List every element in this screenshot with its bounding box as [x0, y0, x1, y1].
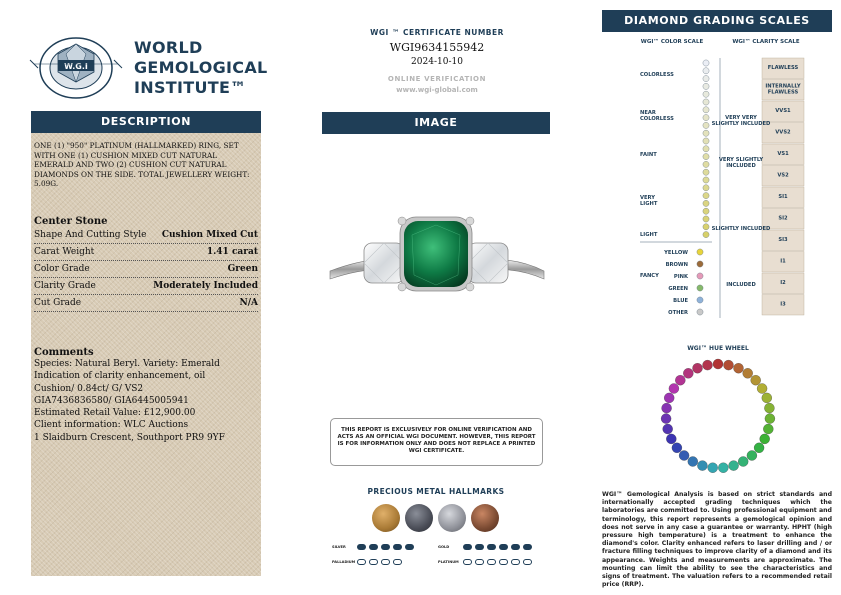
hallmark-mark-icon — [511, 559, 520, 565]
hue-wheel-dot — [765, 414, 775, 424]
stone-row-value: Green — [227, 263, 258, 274]
color-grade-stone-icon — [703, 232, 709, 238]
fancy-color-stone-icon — [697, 249, 703, 255]
hue-wheel-dot — [669, 384, 679, 394]
description-panel — [31, 111, 261, 576]
description-text: ONE (1) "950" PLATINUM (HALLMARKED) RING, SET WITH ONE (1) CUSHION MIXED CUT NATURAL EMERALD AND TWO (2) CUSHION CUT NATURAL DIAMONDS ON THE SIDE. TOTAL JEWELLERY WEIGHT: 5.09G. — [34, 141, 250, 189]
wgi-seal-icon — [28, 30, 128, 102]
hallmark-row-platinum — [438, 558, 532, 565]
fancy-label: FANCY — [640, 273, 659, 279]
hue-wheel-dot — [708, 463, 718, 473]
comments-heading: Comments — [34, 346, 94, 358]
hallmark-mark-icon — [381, 559, 390, 565]
hue-wheel-dot — [666, 434, 676, 444]
color-grade-stone-icon — [703, 193, 709, 199]
hallmark-mark-icon — [463, 559, 472, 565]
clarity-scale-label: WGI™ CLARITY SCALE — [732, 39, 800, 45]
stone-row-label: Carat Weight — [34, 246, 95, 257]
stone-row-cut — [34, 295, 258, 312]
comment-line: Estimated Retail Value: £12,900.00 — [34, 408, 196, 419]
hue-wheel-dot — [693, 363, 703, 373]
fancy-color-stone-icon — [697, 285, 703, 291]
brand-line-2: GEMOLOGICAL — [134, 58, 268, 77]
hue-wheel-dot — [683, 368, 693, 378]
stone-row-label: Shape And Cutting Style — [34, 229, 147, 240]
color-grade-stone-icon — [703, 130, 709, 136]
hallmark-mark-icon — [463, 544, 472, 550]
color-group-label: NEAR — [640, 110, 656, 116]
stone-row-label: Color Grade — [34, 263, 90, 274]
hue-wheel-label: WGI™ HUE WHEEL — [687, 345, 749, 352]
comment-line: Indication of clarity enhancement, oil — [34, 371, 206, 382]
color-grade-stone-icon — [703, 60, 709, 66]
hue-wheel-icon — [648, 340, 788, 480]
color-grade-stone-icon — [703, 115, 709, 121]
color-grade-stone-icon — [703, 169, 709, 175]
center-stone-heading: Center Stone — [34, 215, 108, 227]
stone-row-value: Cushion Mixed Cut — [161, 229, 258, 240]
clarity-grade-label: FLAWLESS — [767, 65, 799, 71]
hallmark-label: GOLD — [438, 544, 450, 549]
color-group-label: LIGHT — [640, 201, 658, 207]
color-grade-stone-icon — [703, 76, 709, 82]
hue-wheel-dot — [662, 403, 672, 413]
hallmark-mark-icon — [405, 544, 414, 550]
comment-line: GIA7436836580/ GIA6445005941 — [34, 395, 189, 406]
hallmark-mark-icon — [393, 544, 402, 550]
clarity-group-label: INCLUDED — [726, 282, 756, 288]
stone-row-value: Moderately Included — [153, 280, 258, 291]
hallmark-row-silver — [332, 543, 414, 550]
clarity-grade-label: I2 — [780, 280, 786, 286]
fancy-color-label: BROWN — [665, 262, 688, 268]
fancy-color-label: PINK — [673, 274, 688, 280]
stone-row-label: Clarity Grade — [34, 280, 96, 291]
brand-line-3: INSTITUTE™ — [134, 78, 247, 97]
hallmark-mark-icon — [523, 559, 532, 565]
color-group-label: COLORLESS — [640, 116, 674, 122]
stone-row-clarity — [34, 278, 258, 295]
grading-scales-header: DIAMOND GRADING SCALES — [602, 10, 832, 32]
hallmark-mark-icon — [381, 544, 390, 550]
hallmark-label: PLATINUM — [438, 559, 459, 564]
color-group-label: VERY — [640, 195, 656, 201]
description-header: DESCRIPTION — [31, 111, 261, 133]
hallmark-mark-icon — [369, 544, 378, 550]
image-header: IMAGE — [322, 112, 550, 134]
hue-wheel-dot — [697, 461, 707, 471]
color-grade-stone-icon — [703, 161, 709, 167]
hallmark-mark-icon — [487, 559, 496, 565]
hue-wheel-dot — [757, 384, 767, 394]
hue-wheel-dot — [729, 461, 739, 471]
certificate-date: 2024-10-10 — [411, 57, 463, 67]
certificate-number-label: WGI ™ CERTIFICATE NUMBER — [370, 28, 504, 37]
wgi-logo — [28, 30, 268, 104]
color-group-label: FAINT — [640, 152, 657, 158]
hue-wheel-dot — [724, 360, 734, 370]
fancy-color-label: YELLOW — [664, 250, 688, 256]
ring-image — [322, 175, 550, 325]
clarity-grade-label: VS2 — [777, 172, 789, 179]
color-grade-stone-icon — [703, 83, 709, 89]
hue-wheel-dot — [679, 451, 689, 461]
color-grade-stone-icon — [703, 99, 709, 105]
emerald-icon — [398, 217, 474, 291]
comment-line: Species: Natural Beryl. Variety: Emerald — [34, 358, 220, 369]
clarity-grade-label: SI2 — [778, 215, 788, 222]
hue-wheel-dot — [664, 393, 674, 403]
clarity-group-label: SLIGHTLY INCLUDED — [711, 226, 771, 232]
clarity-grade-label: SI3 — [778, 237, 788, 243]
color-group-label: COLORLESS — [640, 72, 674, 78]
hallmark-mark-icon — [499, 559, 508, 565]
comment-line: Client information: WLC Auctions — [34, 420, 189, 431]
color-grade-stone-icon — [703, 208, 709, 214]
hue-wheel-dot — [743, 368, 753, 378]
fancy-color-label: GREEN — [668, 286, 688, 292]
color-grade-stone-icon — [703, 154, 709, 160]
color-grade-stone-icon — [703, 200, 709, 206]
grading-scales-chart — [640, 56, 806, 322]
clarity-grade-label: SI1 — [778, 194, 788, 200]
hue-wheel-dot — [764, 403, 774, 413]
fancy-color-label: OTHER — [668, 310, 688, 316]
palladium-coin-icon — [405, 504, 433, 532]
stone-row-value: N/A — [239, 297, 258, 308]
hallmark-label: PALLADIUM — [332, 559, 356, 564]
clarity-group-label: VERY VERY — [725, 115, 757, 121]
hue-wheel-dot — [688, 457, 698, 467]
hallmark-mark-icon — [523, 544, 532, 550]
hue-wheel-dot — [760, 434, 770, 444]
hallmark-mark-icon — [511, 544, 520, 550]
platinum-coin-icon — [471, 504, 499, 532]
hue-wheel-dot — [762, 393, 772, 403]
stone-row-color — [34, 261, 258, 278]
gold-coin-icon — [372, 504, 400, 532]
brand-line-1: WORLD — [134, 38, 203, 57]
right-diamond-icon — [468, 243, 508, 283]
hue-wheel-dot — [763, 424, 773, 434]
hallmark-mark-icon — [499, 544, 508, 550]
hallmark-label: SILVER — [332, 544, 346, 549]
color-scale-label: WGI™ COLOR SCALE — [640, 39, 704, 45]
hallmark-mark-icon — [475, 544, 484, 550]
color-grade-stone-icon — [703, 68, 709, 74]
legal-legend: WGI™ Gemological Analysis is based on strict standards and internationally accepted grading techniques which the laboratories are committed to. Using professional equipment and terminology, this report represents a gemological opinion and does not serve in any case a guarantee or warranty. HPHT (high pressure high temperature) is a treatment to enhance the diamond's color. Clarity enhanced refers to laser drilling and / or fracture filling techniques to improve clarity of a diamond and its appearance. Weights and measurements are approximate. The mounting can limit the ability to see the characteristics and signs of treatment. The valuation refers to a recommended retail price (RRP). — [602, 491, 832, 589]
notice-text: THIS REPORT IS EXCLUSIVELY FOR ONLINE VERIFICATION AND ACTS AS AN OFFICIAL WGI DOCUMENT. HOWEVER, THIS REPORT IS FOR INFORMATION ONLY AND DOES NOT REPLACE A PRINTED WGI CERTIFICATE. — [337, 427, 536, 454]
fancy-color-stone-icon — [697, 297, 703, 303]
color-group-label: LIGHT — [640, 232, 658, 238]
stone-row-value: 1.41 carat — [206, 246, 258, 257]
fancy-color-stone-icon — [697, 261, 703, 267]
color-grade-stone-icon — [703, 224, 709, 230]
silver-coin-icon — [438, 504, 466, 532]
color-grade-stone-icon — [703, 185, 709, 191]
hallmark-mark-icon — [475, 559, 484, 565]
hallmark-mark-icon — [393, 559, 402, 565]
color-grade-stone-icon — [703, 177, 709, 183]
clarity-grade-label: I1 — [780, 258, 786, 265]
verification-notice — [330, 418, 543, 466]
hue-wheel-dot — [675, 375, 685, 385]
hue-wheel-dot — [734, 363, 744, 373]
hue-wheel-dot — [751, 375, 761, 385]
hue-wheel-dot — [661, 414, 671, 424]
color-grade-stone-icon — [703, 138, 709, 144]
hallmark-mark-icon — [487, 544, 496, 550]
hue-wheel-dot — [672, 443, 682, 453]
certificate-number: WGI9634155942 — [389, 41, 485, 54]
clarity-grade-label: INTERNALLY — [765, 83, 801, 90]
clarity-grade-label: VVS1 — [775, 108, 791, 114]
brand-name — [134, 38, 268, 98]
stone-row-shape — [34, 227, 258, 244]
fancy-color-stone-icon — [697, 309, 703, 315]
hue-wheel-dot — [738, 457, 748, 467]
hue-wheel-dot — [663, 424, 673, 434]
hue-wheel-dot — [703, 360, 713, 370]
left-diamond-icon — [364, 243, 404, 283]
clarity-group-label: INCLUDED — [726, 163, 756, 169]
color-grade-stone-icon — [703, 146, 709, 152]
hallmark-mark-icon — [357, 559, 366, 565]
hallmark-mark-icon — [357, 544, 366, 550]
comment-line: Cushion/ 0.84ct/ G/ VS2 — [34, 383, 144, 394]
color-grade-stone-icon — [703, 216, 709, 222]
hallmark-row-gold — [438, 543, 532, 550]
color-grade-stone-icon — [703, 122, 709, 128]
hue-wheel-dot — [754, 443, 764, 453]
fancy-color-label: BLUE — [673, 298, 688, 304]
clarity-group-label: VERY SLIGHTLY — [718, 157, 764, 163]
stone-row-label: Cut Grade — [34, 297, 82, 308]
hue-wheel-dot — [718, 463, 728, 473]
fancy-color-stone-icon — [697, 273, 703, 279]
hallmark-row-palladium — [332, 558, 402, 565]
color-grade-stone-icon — [703, 107, 709, 113]
hallmarks-title: PRECIOUS METAL HALLMARKS — [367, 487, 505, 496]
clarity-grade-label: VVS2 — [775, 129, 791, 136]
hue-wheel-dot — [713, 359, 723, 369]
clarity-group-label: SLIGHTLY INCLUDED — [711, 121, 771, 127]
hue-wheel-dot — [747, 451, 757, 461]
online-verification-link[interactable]: www.wgi-global.com — [396, 86, 478, 94]
stone-row-carat — [34, 244, 258, 261]
clarity-grade-label: VS1 — [777, 151, 789, 157]
seal-text: W.G.I — [64, 62, 88, 71]
comment-line: 1 Slaidburn Crescent, Southport PR9 9YF — [34, 432, 225, 443]
clarity-grade-label: FLAWLESS — [767, 89, 799, 96]
clarity-grade-label: I3 — [780, 301, 786, 308]
color-grade-stone-icon — [703, 91, 709, 97]
online-verification-label: ONLINE VERIFICATION — [387, 75, 487, 83]
hallmark-mark-icon — [369, 559, 378, 565]
